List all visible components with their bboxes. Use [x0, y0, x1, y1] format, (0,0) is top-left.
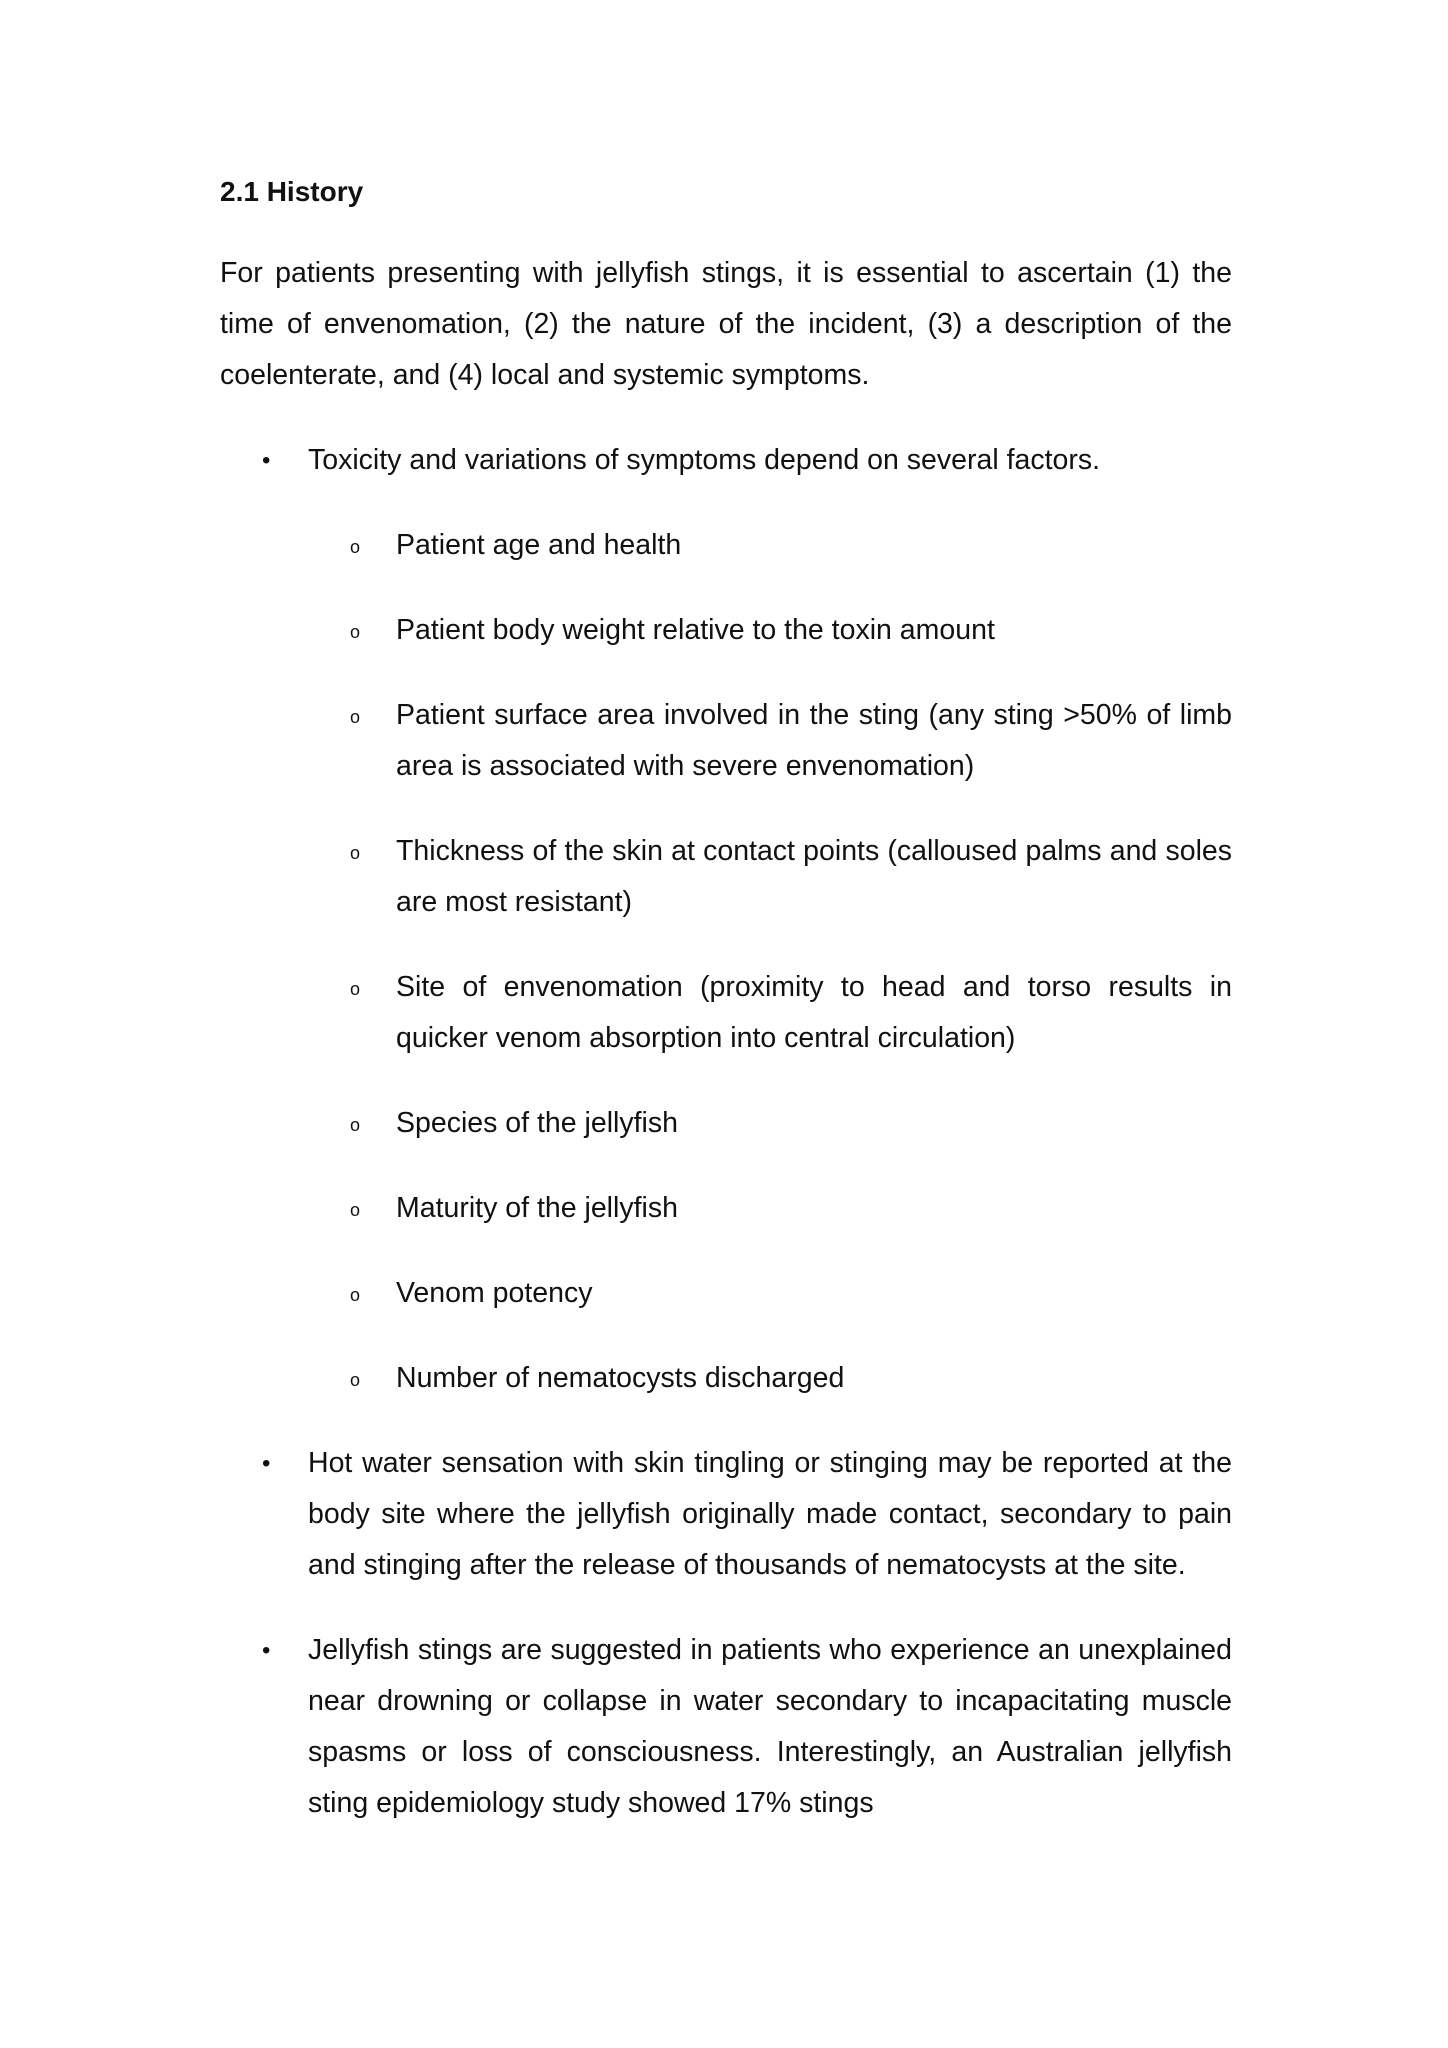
sub-item	[308, 1098, 1232, 1149]
intro-paragraph: For patients presenting with jellyfish stings, it is essential to ascertain (1) the time of envenomation, (2) the nature of the incident, (3) a description of the coelenterate, and (4) local and systemic symptoms.	[220, 257, 1232, 391]
sub-marker-icon: o	[350, 979, 361, 999]
bullet-text: Jellyfish stings are suggested in patients who experience an unexplained near drowning or collapse in water secondary to incapacitating muscle spasms or loss of consciousness. Interestingly, an Australian jellyfish sting epidemiology study showed 17% stings	[308, 1634, 1232, 1819]
bullet-item	[220, 1438, 1232, 1591]
sub-marker-icon: o	[350, 622, 361, 642]
bullet-marker-icon: •	[262, 1450, 271, 1477]
sub-item-text: Thickness of the skin at contact points (calloused palms and soles are most resistant)	[396, 835, 1232, 918]
sub-item-text: Maturity of the jellyfish	[396, 1192, 678, 1224]
sub-item-text: Patient surface area involved in the sting (any sting >50% of limb area is associated with severe envenomation)	[396, 699, 1232, 782]
sub-marker-icon: o	[350, 843, 361, 863]
sub-item	[308, 1183, 1232, 1234]
sub-item-text: Patient age and health	[396, 529, 682, 561]
bullet-marker-icon: •	[262, 447, 271, 474]
sub-item	[308, 605, 1232, 656]
bullet-marker-icon: •	[262, 1637, 271, 1664]
bullet-item	[220, 435, 1232, 1404]
sub-item-text: Site of envenomation (proximity to head and torso results in quicker venom absorption into central circulation)	[396, 971, 1232, 1054]
sub-marker-icon: o	[350, 1200, 361, 1220]
section-heading: 2.1 History	[220, 176, 364, 207]
sub-marker-icon: o	[350, 537, 361, 557]
sub-marker-icon: o	[350, 1115, 361, 1135]
sub-item	[308, 520, 1232, 571]
sub-marker-icon: o	[350, 1370, 361, 1390]
bullet-text: Toxicity and variations of symptoms depend on several factors.	[308, 444, 1101, 476]
sub-item-text: Patient body weight relative to the toxin amount	[396, 614, 995, 646]
sub-item	[308, 962, 1232, 1064]
bullet-text: Hot water sensation with skin tingling or stinging may be reported at the body site where the jellyfish originally made contact, secondary to pain and stinging after the release of thousands of nematocysts at the site.	[308, 1447, 1232, 1581]
bullet-item	[220, 1625, 1232, 1829]
sub-item	[308, 826, 1232, 928]
sub-marker-icon: o	[350, 707, 361, 727]
sub-list	[308, 520, 1232, 1404]
sub-item-text: Species of the jellyfish	[396, 1107, 678, 1139]
sub-item	[308, 690, 1232, 792]
document-page	[220, 172, 1232, 1863]
sub-item	[308, 1353, 1232, 1404]
bullet-list	[220, 435, 1232, 1829]
sub-marker-icon: o	[350, 1285, 361, 1305]
sub-item	[308, 1268, 1232, 1319]
sub-item-text: Venom potency	[396, 1277, 593, 1309]
sub-item-text: Number of nematocysts discharged	[396, 1362, 845, 1394]
